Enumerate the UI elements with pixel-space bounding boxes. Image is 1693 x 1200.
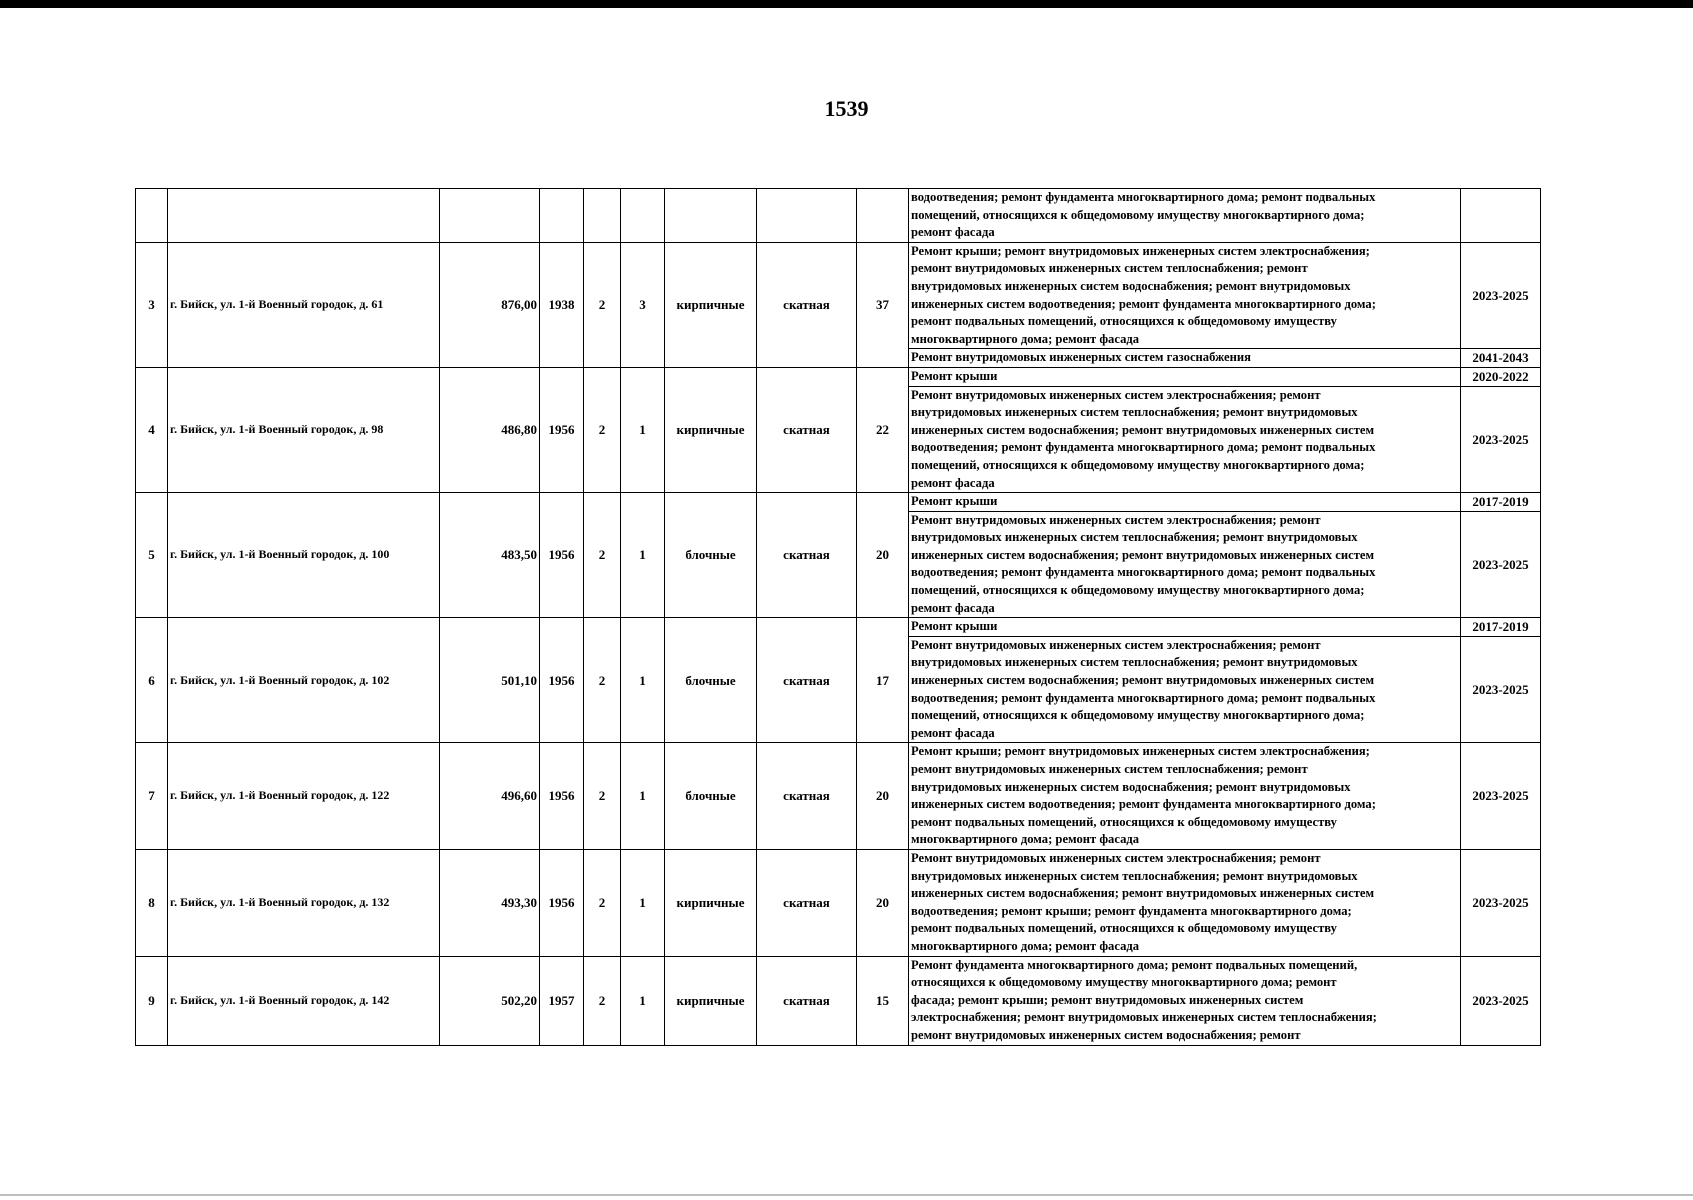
entrances-cell: 1 <box>621 493 665 618</box>
work-description-line: ремонт фасада <box>911 600 995 615</box>
year-cell: 1957 <box>540 956 584 1045</box>
address-cell: г. Бийск, ул. 1-й Военный городок, д. 142 <box>168 956 440 1045</box>
work-description-cell <box>909 956 1461 1045</box>
work-description-line: ремонт внутридомовых инженерных систем теплоснабжения; ремонт <box>911 762 1308 776</box>
roof-type-cell <box>757 189 857 243</box>
address-cell: г. Бийск, ул. 1-й Военный городок, д. 122 <box>168 743 440 850</box>
work-description-line: Ремонт внутридомовых инженерных систем электроснабжения; ремонт <box>911 387 1321 402</box>
work-description-line: водоотведения; ремонт крыши; ремонт фундамента многоквартирного дома; <box>911 903 1352 918</box>
repair-period-cell: 2023-2025 <box>1461 386 1541 493</box>
repair-period-cell: 2023-2025 <box>1461 636 1541 743</box>
row-number: 6 <box>136 618 168 743</box>
entrances-cell: 1 <box>621 367 665 492</box>
repair-period-cell: 2020-2022 <box>1461 367 1541 386</box>
work-description-line: помещений, относящихся к общедомовому имуществу многоквартирного дома; <box>911 207 1365 222</box>
repair-period-cell: 2023-2025 <box>1461 849 1541 956</box>
work-description-line: инженерных систем водоснабжения; ремонт внутридомовых инженерных систем <box>911 673 1375 688</box>
work-description-line: ремонт фасада <box>911 725 995 740</box>
work-description-line: внутридомовых инженерных систем водоснабжения; ремонт внутридомовых <box>911 779 1351 794</box>
work-description-line: многоквартирного дома; ремонт фасада <box>911 832 1140 847</box>
work-description-line: Ремонт фундамента многоквартирного дома; ремонт подвальных помещений, <box>911 957 1358 972</box>
work-description-line: ремонт внутридомовых инженерных систем водоснабжения; ремонт <box>911 1027 1301 1042</box>
address-cell: г. Бийск, ул. 1-й Военный городок, д. 100 <box>168 493 440 618</box>
roof-type-cell: скатная <box>757 493 857 618</box>
walls-material-cell: кирпичные <box>665 956 757 1045</box>
area-cell: 483,50 <box>440 493 540 618</box>
work-description-line: ремонт подвальных помещений, относящихся к общедомовому имуществу <box>911 314 1337 329</box>
row-number: 9 <box>136 956 168 1045</box>
year-cell: 1956 <box>540 849 584 956</box>
table-row <box>136 367 1541 386</box>
floors-cell: 2 <box>584 743 621 850</box>
row-number <box>136 189 168 243</box>
roof-type-cell: скатная <box>757 618 857 743</box>
walls-material-cell: блочные <box>665 493 757 618</box>
apartments-cell: 22 <box>857 367 909 492</box>
repair-period-cell: 2017-2019 <box>1461 618 1541 637</box>
floors-cell: 2 <box>584 618 621 743</box>
repair-period-cell <box>1461 189 1541 243</box>
address-cell: г. Бийск, ул. 1-й Военный городок, д. 132 <box>168 849 440 956</box>
year-cell: 1956 <box>540 743 584 850</box>
work-description-line: Ремонт внутридомовых инженерных систем электроснабжения; ремонт <box>911 512 1321 527</box>
address-cell: г. Бийск, ул. 1-й Военный городок, д. 61 <box>168 242 440 367</box>
work-description-line: ремонт внутридомовых инженерных систем теплоснабжения; ремонт <box>911 261 1308 276</box>
entrances-cell: 1 <box>621 956 665 1045</box>
floors-cell: 2 <box>584 849 621 956</box>
repair-period-cell: 2023-2025 <box>1461 956 1541 1045</box>
table-row <box>136 493 1541 512</box>
entrances-cell: 1 <box>621 743 665 850</box>
work-description-line: фасада; ремонт крыши; ремонт внутридомовых инженерных систем <box>911 992 1304 1007</box>
work-description-line: помещений, относящихся к общедомовому имуществу многоквартирного дома; <box>911 583 1365 598</box>
work-description-line: внутридомовых инженерных систем водоснабжения; ремонт внутридомовых <box>911 278 1351 293</box>
work-description-line: Ремонт крыши <box>911 368 998 383</box>
top-border-bar <box>0 0 1693 8</box>
roof-type-cell: скатная <box>757 743 857 850</box>
roof-type-cell: скатная <box>757 367 857 492</box>
address-cell: г. Бийск, ул. 1-й Военный городок, д. 98 <box>168 367 440 492</box>
work-description-cell <box>909 743 1461 850</box>
repair-schedule-table <box>135 188 1541 1046</box>
work-description-line: внутридомовых инженерных систем теплоснабжения; ремонт внутридомовых <box>911 405 1358 420</box>
entrances-cell <box>621 189 665 243</box>
walls-material-cell: блочные <box>665 743 757 850</box>
repair-period-cell: 2017-2019 <box>1461 493 1541 512</box>
year-cell: 1956 <box>540 618 584 743</box>
work-description-line: водоотведения; ремонт фундамента многоквартирного дома; ремонт подвальных <box>911 565 1376 580</box>
apartments-cell: 20 <box>857 743 909 850</box>
work-description-line: Ремонт внутридомовых инженерных систем газоснабжения <box>911 350 1251 365</box>
table-row <box>136 956 1541 1045</box>
work-description-line: Ремонт внутридомовых инженерных систем электроснабжения; ремонт <box>911 850 1321 865</box>
work-description-line: инженерных систем водоотведения; ремонт фундамента многоквартирного дома; <box>911 797 1376 812</box>
table-row <box>136 189 1541 243</box>
area-cell: 496,60 <box>440 743 540 850</box>
repair-period-cell: 2023-2025 <box>1461 242 1541 349</box>
roof-type-cell: скатная <box>757 956 857 1045</box>
work-description-line: Ремонт крыши <box>911 619 998 634</box>
row-number: 7 <box>136 743 168 850</box>
work-description-line: многоквартирного дома; ремонт фасада <box>911 938 1140 953</box>
repair-period-cell: 2041-2043 <box>1461 349 1541 368</box>
work-description-line: помещений, относящихся к общедомовому имуществу многоквартирного дома; <box>911 708 1365 723</box>
area-cell: 501,10 <box>440 618 540 743</box>
row-number: 4 <box>136 367 168 492</box>
work-description-line: многоквартирного дома; ремонт фасада <box>911 331 1140 346</box>
floors-cell: 2 <box>584 367 621 492</box>
work-description-cell <box>909 636 1461 743</box>
walls-material-cell <box>665 189 757 243</box>
work-description-line: ремонт фасада <box>911 475 995 490</box>
work-description-line: водоотведения; ремонт фундамента многоквартирного дома; ремонт подвальных <box>911 440 1376 455</box>
area-cell: 493,30 <box>440 849 540 956</box>
floors-cell <box>584 189 621 243</box>
year-cell: 1956 <box>540 367 584 492</box>
walls-material-cell: блочные <box>665 618 757 743</box>
row-number: 3 <box>136 242 168 367</box>
apartments-cell: 17 <box>857 618 909 743</box>
year-cell <box>540 189 584 243</box>
row-number: 8 <box>136 849 168 956</box>
repair-period-cell: 2023-2025 <box>1461 511 1541 618</box>
work-description-line: внутридомовых инженерных систем теплоснабжения; ремонт внутридомовых <box>911 530 1358 545</box>
area-cell <box>440 189 540 243</box>
work-description-cell <box>909 242 1461 349</box>
entrances-cell: 1 <box>621 618 665 743</box>
work-description-cell <box>909 511 1461 618</box>
work-description-line: ремонт подвальных помещений, относящихся к общедомовому имуществу <box>911 921 1337 936</box>
apartments-cell: 37 <box>857 242 909 367</box>
table-row <box>136 849 1541 956</box>
floors-cell: 2 <box>584 242 621 367</box>
work-description-line: инженерных систем водоснабжения; ремонт внутридомовых инженерных систем <box>911 886 1375 901</box>
bottom-edge-line <box>0 1194 1693 1196</box>
table-body <box>136 189 1541 1046</box>
address-cell <box>168 189 440 243</box>
roof-type-cell: скатная <box>757 849 857 956</box>
year-cell: 1938 <box>540 242 584 367</box>
apartments-cell: 15 <box>857 956 909 1045</box>
table-row <box>136 618 1541 637</box>
work-description-line: водоотведения; ремонт фундамента многоквартирного дома; ремонт подвальных <box>911 190 1376 204</box>
walls-material-cell: кирпичные <box>665 849 757 956</box>
work-description-line: ремонт подвальных помещений, относящихся к общедомовому имуществу <box>911 814 1337 829</box>
entrances-cell: 1 <box>621 849 665 956</box>
work-description-line: помещений, относящихся к общедомовому имуществу многоквартирного дома; <box>911 457 1365 472</box>
floors-cell: 2 <box>584 493 621 618</box>
area-cell: 486,80 <box>440 367 540 492</box>
page-number: 1539 <box>824 96 869 121</box>
apartments-cell: 20 <box>857 849 909 956</box>
table-row <box>136 242 1541 349</box>
work-description-cell <box>909 367 1461 386</box>
year-cell: 1956 <box>540 493 584 618</box>
work-description-cell <box>909 189 1461 243</box>
apartments-cell <box>857 189 909 243</box>
roof-type-cell: скатная <box>757 242 857 367</box>
work-description-line: ремонт фасада <box>911 225 995 240</box>
work-description-cell <box>909 493 1461 512</box>
repair-period-cell: 2023-2025 <box>1461 743 1541 850</box>
floors-cell: 2 <box>584 956 621 1045</box>
work-description-line: Ремонт внутридомовых инженерных систем электроснабжения; ремонт <box>911 637 1321 652</box>
work-description-cell <box>909 849 1461 956</box>
work-description-cell <box>909 349 1461 368</box>
work-description-line: Ремонт крыши; ремонт внутридомовых инженерных систем электроснабжения; <box>911 243 1370 258</box>
work-description-line: водоотведения; ремонт фундамента многоквартирного дома; ремонт подвальных <box>911 690 1376 705</box>
table-row <box>136 743 1541 850</box>
apartments-cell: 20 <box>857 493 909 618</box>
area-cell: 502,20 <box>440 956 540 1045</box>
entrances-cell: 3 <box>621 242 665 367</box>
work-description-line: Ремонт крыши; ремонт внутридомовых инженерных систем электроснабжения; <box>911 744 1370 759</box>
work-description-line: внутридомовых инженерных систем теплоснабжения; ремонт внутридомовых <box>911 868 1358 883</box>
work-description-line: инженерных систем водоснабжения; ремонт внутридомовых инженерных систем <box>911 547 1375 562</box>
work-description-line: инженерных систем водоотведения; ремонт фундамента многоквартирного дома; <box>911 296 1376 311</box>
walls-material-cell: кирпичные <box>665 242 757 367</box>
row-number: 5 <box>136 493 168 618</box>
walls-material-cell: кирпичные <box>665 367 757 492</box>
address-cell: г. Бийск, ул. 1-й Военный городок, д. 102 <box>168 618 440 743</box>
area-cell: 876,00 <box>440 242 540 367</box>
work-description-cell <box>909 618 1461 637</box>
work-description-line: электроснабжения; ремонт внутридомовых инженерных систем теплоснабжения; <box>911 1010 1377 1025</box>
work-description-cell <box>909 386 1461 493</box>
work-description-line: относящихся к общедомовому имуществу многоквартирного дома; ремонт <box>911 975 1337 990</box>
work-description-line: инженерных систем водоснабжения; ремонт внутридомовых инженерных систем <box>911 422 1375 437</box>
work-description-line: внутридомовых инженерных систем теплоснабжения; ремонт внутридомовых <box>911 655 1358 670</box>
work-description-line: Ремонт крыши <box>911 494 998 509</box>
